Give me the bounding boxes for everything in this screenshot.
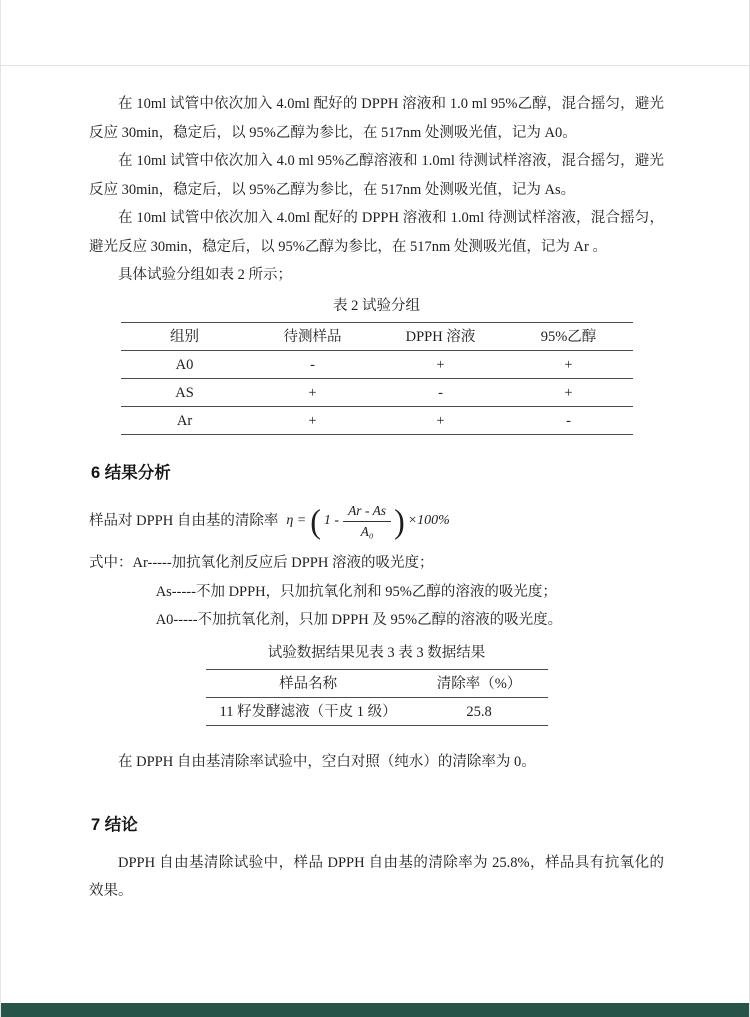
table2-cell: + (249, 407, 377, 435)
formula-intro: 样品对 DPPH 自由基的清除率 (89, 512, 279, 529)
table2-col-sample: 待测样品 (249, 323, 377, 351)
table2-col-dpph: DPPH 溶液 (377, 323, 505, 351)
table3-col-clearance: 清除率（%） (411, 670, 548, 698)
table2-row-a0 (121, 351, 633, 379)
paragraph-measure-ar: 在 10ml 试管中依次加入 4.0ml 配好的 DPPH 溶液和 1.0ml 待测试样溶液，混合摇匀，避光反应 30min，稳定后，以 95%乙醇为参比，在 517nm 处测吸光值，记为 Ar 。 (89, 210, 664, 255)
formula-where-a0: A0-----不加抗氧化剂，只加 DPPH 及 95%乙醇的溶液的吸光度。 (155, 612, 563, 628)
table2-cell: + (377, 407, 505, 435)
table2-cell: A0 (121, 351, 249, 379)
table2-cell: + (505, 351, 633, 379)
formula-lhs: η = (286, 512, 307, 528)
paragraph-measure-a0: 在 10ml 试管中依次加入 4.0ml 配好的 DPPH 溶液和 1.0 ml 95%乙醇，混合摇匀，避光反应 30min，稳定后，以 95%乙醇为参比，在 517nm 处测吸光值，记为 A0。 (89, 96, 664, 141)
formula-numerator: Ar - As (343, 502, 391, 522)
table3-cell-clearance-value: 25.8 (411, 698, 548, 726)
table3-cell-sample-name: 11 籽发酵滤液（干皮 1 级） (206, 698, 411, 726)
top-bar (1, 0, 749, 66)
clearance-rate-formula (286, 502, 450, 540)
table2-row-ar (121, 407, 633, 435)
table2-cell: AS (121, 379, 249, 407)
formula-open-paren: ( (310, 502, 321, 540)
formula-rhs: ×100% (407, 512, 450, 528)
table2-cell: + (505, 379, 633, 407)
table2-cell: + (377, 351, 505, 379)
table2-row-as (121, 379, 633, 407)
formula-denominator: A₀ (360, 523, 374, 539)
paragraph-measure-as: 在 10ml 试管中依次加入 4.0 ml 95%乙醇溶液和 1.0ml 待测试样溶液，混合摇匀，避光反应 30min，稳定后，以 95%乙醇为参比，在 517nm 处测吸光值，记为 As。 (89, 153, 664, 198)
table3-col-sample-name: 样品名称 (206, 670, 411, 698)
blank-control-note: 在 DPPH 自由基清除率试验中，空白对照（纯水）的清除率为 0。 (118, 754, 536, 770)
table2-header-row (121, 323, 633, 351)
formula-fraction (343, 502, 391, 540)
table2-cell: - (249, 351, 377, 379)
conclusion-paragraph: DPPH 自由基清除试验中，样品 DPPH 自由基的清除率为 25.8%，样品具有抗氧化的效果。 (89, 854, 664, 899)
table2-col-group: 组别 (121, 323, 249, 351)
table-experiment-groups (121, 322, 633, 435)
paragraph-grouping-intro: 具体试验分组如表 2 所示； (118, 267, 292, 283)
section-heading-conclusion: 7 结论 (91, 815, 138, 834)
table2-cell: Ar (121, 407, 249, 435)
formula-close-paren: ) (394, 502, 405, 540)
table2-cell: - (505, 407, 633, 435)
table3-header-row (206, 670, 548, 698)
table2-caption: 表 2 试验分组 (333, 297, 420, 314)
table-data-results (206, 669, 548, 726)
table2-col-ethanol: 95%乙醇 (505, 323, 633, 351)
section-heading-results: 6 结果分析 (91, 464, 171, 482)
bottom-bar (1, 1003, 749, 1017)
table3-row-sample (206, 698, 548, 726)
table2-cell: - (377, 379, 505, 407)
document-page (1, 66, 749, 1003)
formula-where-ar: 式中：Ar-----加抗氧化剂反应后 DPPH 溶液的吸光度； (89, 555, 434, 571)
formula-one-minus: 1 - (323, 512, 340, 528)
table2-cell: + (249, 379, 377, 407)
formula-line (89, 499, 664, 543)
table3-caption: 试验数据结果见表 3 表 3 数据结果 (267, 644, 486, 661)
formula-where-as: As-----不加 DPPH，只加抗氧化剂和 95%乙醇的溶液的吸光度； (155, 583, 557, 600)
